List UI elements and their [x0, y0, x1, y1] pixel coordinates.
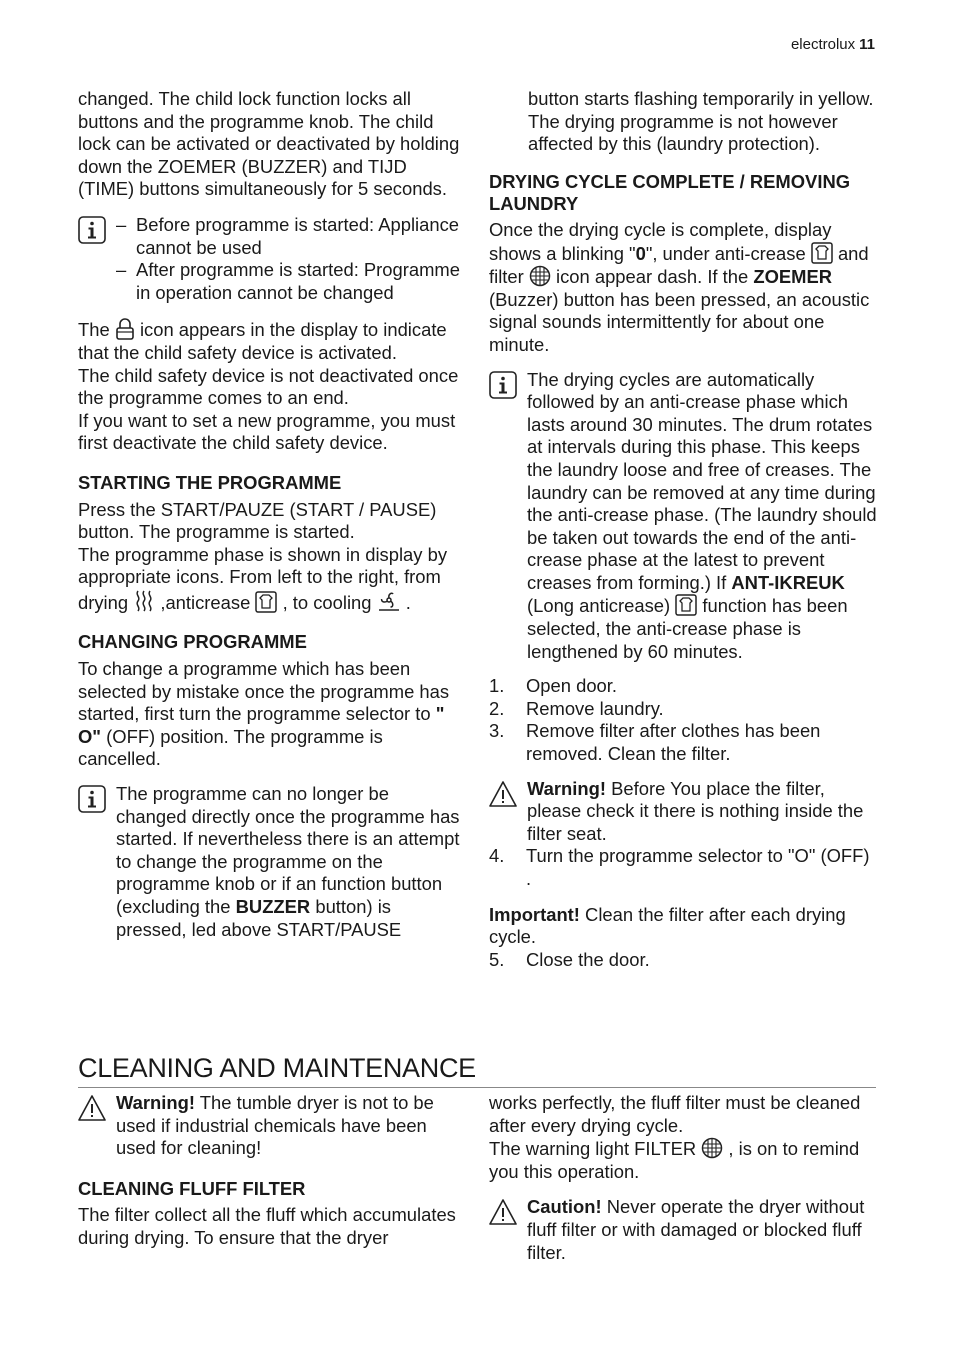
warning-icon: [489, 1198, 517, 1226]
cooling-icon: [377, 591, 401, 613]
info-note: The programme can no longer be changed directly once the programme has started. If nevertheless there is an attempt to change the programme on the programme knob or if an function button (excluding the BUZZER button) is pressed, led above START/PAUSE: [78, 783, 462, 941]
info-note: [78, 214, 462, 304]
list-item: 5. Close the door.: [489, 948, 650, 970]
paragraph: The icon appears in the display to indicate that the child safety device is activated.: [78, 319, 447, 363]
list-item: 2. Remove laundry.: [489, 697, 664, 719]
info-icon: [78, 785, 106, 813]
steps-list: [489, 845, 877, 890]
brand-name: electrolux: [790, 36, 856, 53]
child-lock-icon: [115, 318, 135, 340]
paragraph: Press the START/PAUZE (START / PAUSE) button. The programme is started.: [78, 498, 437, 543]
right-column-lower: [489, 1092, 869, 1264]
list-item: 1. Open door.: [489, 675, 618, 697]
paragraph: To change a programme which has been selected by mistake once the programme has started, first turn the programme selector to " O" (OFF) position. The programme is cancelled.: [78, 658, 450, 770]
warning-note: Warning! The tumble dryer is not to be used if industrial chemicals have been used for cleaning!: [78, 1092, 468, 1160]
page-header: [791, 36, 875, 53]
anticrease-icon: [255, 591, 277, 613]
paragraph: changed. The child lock function locks all buttons and the programme knob. The child lock can be activated or deactivated by holding down the ZOEMER (BUZZER) and TIJD (TIME) buttons simultaneously for 5 seconds.: [78, 88, 460, 200]
right-column: [489, 88, 877, 971]
caution-note: Caution! Never operate the dryer without fluff filter or with damaged or blocked fluff filter.: [489, 1196, 869, 1264]
paragraph: Important! Clean the filter after each drying cycle.: [489, 903, 846, 948]
left-column-lower: [78, 1092, 468, 1250]
list-item: – Before programme is started: Appliance cannot be used: [116, 214, 462, 259]
section-heading: DRYING CYCLE COMPLETE / REMOVING LAUNDRY: [489, 170, 851, 215]
paragraph: The child safety device is not deactivated once the programme comes to an end.: [78, 364, 459, 409]
steps-list: [489, 949, 877, 972]
filter-icon: [701, 1137, 723, 1159]
page-number: 11: [859, 36, 875, 53]
paragraph: The warning light FILTER , is on to remind you this operation.: [489, 1138, 860, 1182]
info-icon: [489, 371, 517, 399]
paragraph: If you want to set a new programme, you must first deactivate the child safety device.: [78, 409, 456, 454]
warning-icon: [78, 1094, 106, 1122]
paragraph: button starts flashing temporarily in yellow. The drying programme is not however affected by this (laundry protection).: [528, 88, 874, 155]
list-item: 3. Remove filter after clothes has been removed. Clean the filter.: [489, 720, 821, 765]
drying-icon: [133, 589, 155, 613]
section-heading: STARTING THE PROGRAMME: [78, 471, 342, 493]
paragraph: Once the drying cycle is complete, display shows a blinking "0", under anti-crease and filter icon appear dash. If the ZOEMER (Buzzer) button has been pressed, an acoustic signal sounds intermittently for about one minute.: [489, 218, 870, 355]
section-heading: CLEANING FLUFF FILTER: [78, 1177, 306, 1199]
left-column: [78, 88, 462, 941]
section-divider: [78, 1087, 876, 1088]
steps-list: [489, 675, 877, 765]
list-item: 4. Turn the programme selector to "O" (OFF) .: [489, 845, 870, 889]
warning-note: Warning! Before You place the filter, please check it there is nothing inside the filter seat.: [489, 778, 877, 846]
section-heading: CHANGING PROGRAMME: [78, 631, 307, 653]
list-item: – After programme is started: Programme in operation cannot be changed: [116, 259, 462, 304]
paragraph: works perfectly, the fluff filter must be cleaned after every drying cycle.: [489, 1092, 861, 1136]
info-icon: [78, 216, 106, 244]
filter-icon: [529, 265, 551, 287]
anticrease-icon: [811, 242, 833, 264]
warning-icon: [489, 780, 517, 808]
anticrease-icon: [675, 594, 697, 616]
section-title: CLEANING AND MAINTENANCE: [78, 1053, 476, 1083]
paragraph: The filter collect all the fluff which accumulates during drying. To ensure that the dryer: [78, 1204, 456, 1248]
paragraph: The programme phase is shown in display by appropriate icons. From left to the right, from drying ,anticrease , to cooling .: [78, 543, 448, 613]
info-note: The drying cycles are automatically followed by an anti-crease phase which lasts around 30 minutes. The drum rotates at intervals during this phase. This keeps the laundry loose and free of creases. The laundry can be removed at any time during the anti-crease phase. (The laundry should be taken out towards the end of the anti-crease phase at the latest to prevent creases from forming.) If ANT-IKREUK (Long anticrease) function has been selected, the anti-crease phase is lengthened by 60 minutes.: [489, 369, 877, 664]
